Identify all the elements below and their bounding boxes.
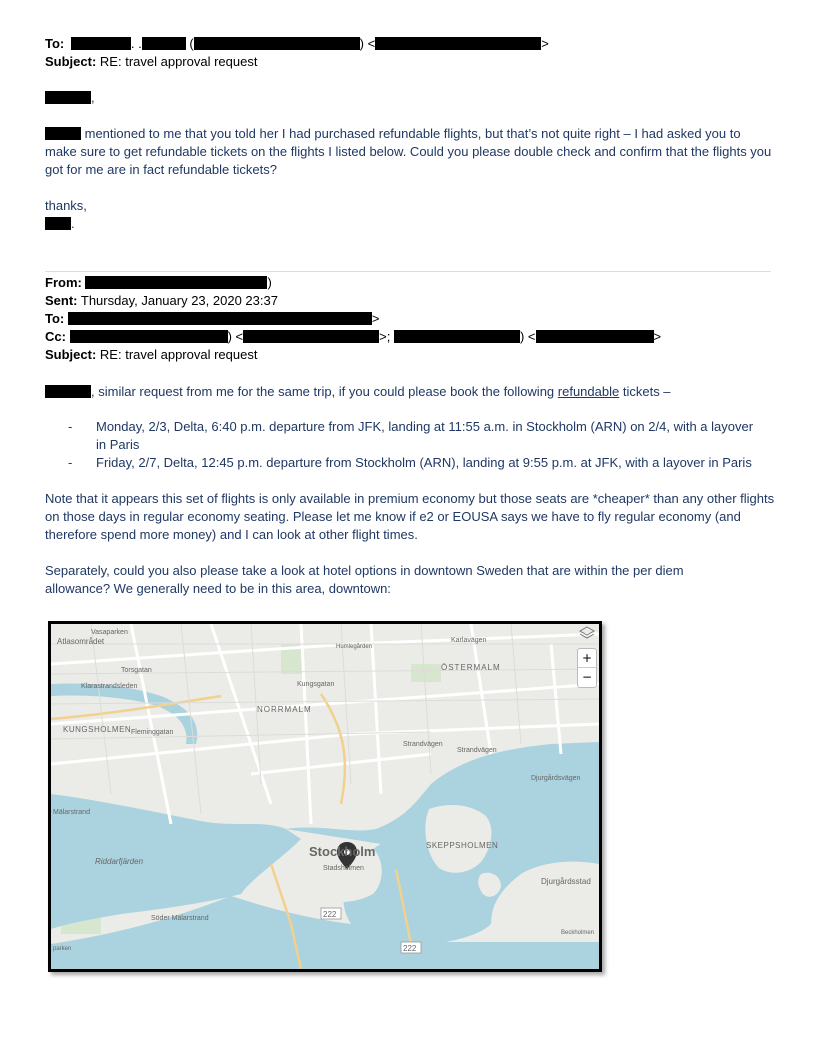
email2-intro	[45, 383, 671, 401]
street-label: Kungsgatan	[297, 681, 335, 688]
email2-cc-row: Cc: ) < >; ) < >	[45, 329, 662, 344]
district-label: NORRMALM	[257, 705, 312, 714]
zoom-in-button[interactable]: +	[581, 651, 593, 665]
redacted-name	[85, 276, 267, 289]
park-label: Vasaparken	[91, 629, 128, 636]
flight-item	[68, 454, 788, 472]
map-canvas[interactable]	[51, 624, 599, 969]
redacted-email	[375, 37, 541, 50]
email1-body-text: mentioned to me that you told her I had purchased refundable flights, but that’s not quite right – I had asked you to make sure to get refundable tickets on the flights I listed below. Could you please double check and confirm that the flights you got for me are in fact refundable tickets?	[45, 126, 772, 177]
water-label: Riddarfjärden	[95, 857, 144, 866]
divider	[45, 271, 771, 272]
to-label: To:	[45, 36, 65, 51]
email1-subject-row	[45, 53, 257, 71]
street-label: Söder Mälarstrand	[151, 915, 209, 922]
email1-signoff	[45, 215, 75, 233]
city-label: Stockholm	[309, 844, 376, 859]
road-number-label: 222	[403, 944, 417, 953]
street-label: Strandvägen	[457, 747, 497, 754]
from-label: From:	[45, 275, 82, 290]
park-label: parken	[53, 946, 72, 952]
email1-to-row: To: . . ( ) < >	[45, 36, 549, 51]
intro-underlined: refundable	[557, 384, 620, 399]
email2-to-row: To: >	[45, 311, 380, 326]
sent-date: Thursday, January 23, 2020 23:37	[80, 293, 278, 308]
road-number-label: 222	[323, 910, 337, 919]
redacted-email	[243, 330, 379, 343]
redacted-recipients	[68, 312, 372, 325]
email2-note: Note that it appears this set of flights is only available in premium economy but those seats are *cheaper* than any other flights on those days in regular economy seating. Please let me know if e2 or EOUSA says we have to fly regular economy (and therefore spend more money) and I can look at other flight times.	[45, 491, 775, 542]
greeting-punctuation: ,	[91, 90, 95, 105]
district-label: SKEPPSHOLMEN	[426, 841, 499, 850]
street-label: Mälarstrand	[53, 809, 90, 816]
redacted-name	[45, 91, 91, 104]
street-label: Karlavägen	[451, 637, 487, 644]
redacted-name	[70, 330, 228, 343]
zoom-out-button[interactable]: −	[578, 667, 596, 686]
email1-thanks: thanks,	[45, 198, 87, 213]
to-label: To:	[45, 311, 65, 326]
redacted-email	[536, 330, 654, 343]
email2-sent-row	[45, 292, 278, 310]
district-label: KUNGSHOLMEN	[63, 725, 132, 734]
street-label: Torsgatan	[121, 667, 152, 674]
redacted-name	[45, 217, 71, 230]
zoom-control	[577, 648, 597, 688]
bullet-dash: -	[68, 419, 73, 434]
intro-text: , similar request from me for the same trip, if you could please book the following	[91, 384, 558, 399]
redacted-text	[194, 37, 360, 50]
street-label: Djurgårdsvägen	[531, 775, 581, 782]
redacted-name	[45, 385, 91, 398]
subject-text: RE: travel approval request	[99, 347, 258, 362]
street-label: Klarastrandsleden	[81, 683, 138, 690]
stockholm-map[interactable]	[48, 621, 602, 972]
subject-label: Subject:	[45, 54, 97, 69]
street-label: Fleminggatan	[131, 729, 174, 736]
cc-label: Cc:	[45, 329, 66, 344]
park-label: Humlegården	[336, 644, 373, 650]
subject-label: Subject:	[45, 347, 97, 362]
email1-body	[45, 125, 775, 179]
redacted-name	[71, 37, 131, 50]
redacted-name	[394, 330, 520, 343]
flight-item	[68, 418, 768, 454]
email2-subject-row	[45, 346, 257, 364]
street-label: Strandvägen	[403, 741, 443, 748]
place-label: Stadsholmen	[323, 865, 364, 872]
email1-greeting	[45, 89, 95, 107]
flight-text: Friday, 2/7, Delta, 12:45 p.m. departure from Stockholm (ARN), landing at 9:55 p.m. at JFK, with a layover in Paris	[96, 455, 752, 470]
district-label: Djurgårdsstad	[541, 877, 591, 886]
subject-text: RE: travel approval request	[99, 54, 258, 69]
sent-label: Sent:	[45, 293, 78, 308]
email2-hotel: Separately, could you also please take a look at hotel options in downtown Sweden that are within the per diem allowance? We generally need to be in this area, downtown:	[45, 563, 684, 596]
intro-text-end: tickets –	[619, 384, 671, 399]
bullet-dash: -	[68, 455, 73, 470]
flight-text: Monday, 2/3, Delta, 6:40 p.m. departure from JFK, landing at 11:55 a.m. in Stockholm (ARN) on 2/4, with a layover in Paris	[96, 419, 754, 452]
signoff-punctuation: .	[71, 216, 75, 231]
district-label: ÖSTERMALM	[441, 663, 501, 672]
place-label: Beckholmen	[561, 930, 595, 936]
place-label: Atlasområdet	[57, 637, 105, 646]
layers-icon[interactable]	[579, 626, 595, 640]
redacted-name	[45, 127, 81, 140]
redacted-name	[142, 37, 186, 50]
email2-from-row: From: )	[45, 275, 272, 290]
